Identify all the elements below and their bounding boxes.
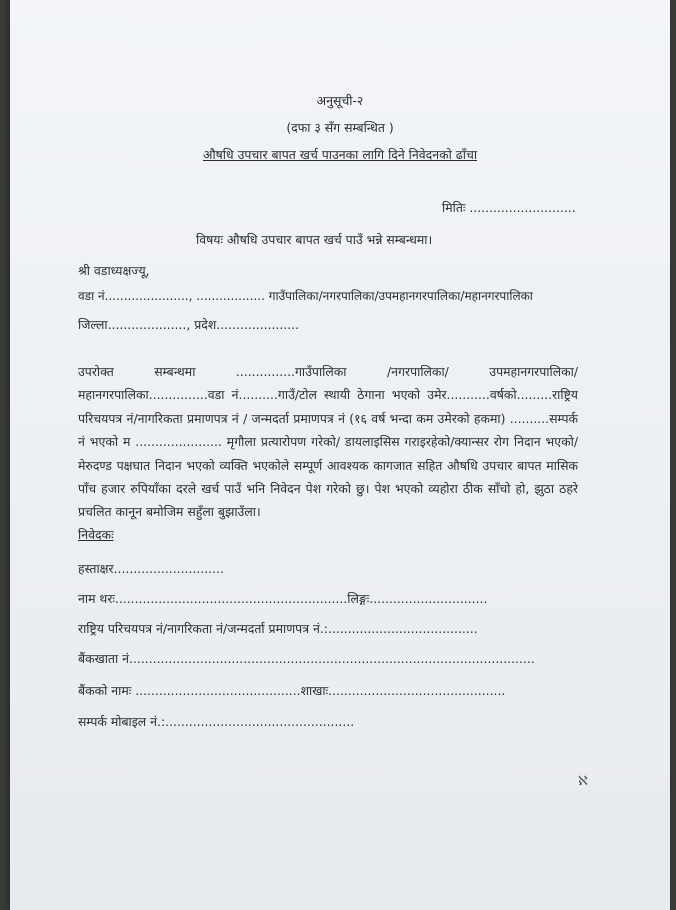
schedule-label: अनुसूची-२ bbox=[316, 93, 364, 108]
bank-name-branch-field: बैंकको नामः ..........................................शाखाः............................................. bbox=[78, 683, 506, 698]
section-reference: (दफा ३ सँग सम्बन्धित ) bbox=[286, 120, 394, 135]
district-line: जिल्ला...................., प्रदेश..................... bbox=[78, 317, 300, 332]
bank-account-field: बैंकखाता नं....................................................................................................... bbox=[78, 651, 535, 666]
signature-field: हस्ताक्षर............................ bbox=[78, 561, 224, 576]
applicant-heading: निवेदकः bbox=[78, 527, 114, 542]
id-number-field: राष्ट्रिय परिचयपत्र नं/नागरिकता नं/जन्मदर्ता प्रमाणपत्र नं.:...................................... bbox=[78, 621, 478, 636]
addressee-salutation: श्री वडाध्यक्षज्यू, bbox=[78, 263, 150, 278]
subject-line: विषयः औषधि उपचार बापत खर्च पाउँ भन्ने सम्बन्धमा। bbox=[196, 232, 433, 247]
form-title: औषधि उपचार बापत खर्च पाउनका लागि दिने निवेदनको ढाँचा bbox=[202, 147, 478, 162]
stray-pen-mark: ℵ bbox=[578, 774, 588, 789]
form-page bbox=[10, 0, 670, 910]
mobile-field: सम्पर्क मोबाइल नं.:................................................ bbox=[78, 714, 355, 729]
ward-line: वडा नं......................, .................. गाउँपालिका/नगरपालिका/उपमहानगरपालिका/महानगरपालिका bbox=[78, 289, 533, 303]
name-gender-field: नाम थरः...........................................................लिङ्गः.............................. bbox=[78, 591, 488, 606]
body-paragraph: उपरोक्त सम्बन्धमा ...............गाउँपालिका /नगरपालिका/ उपमहानगरपालिका/महानगरपालिका...............वडा नं..........गाउँ/टोल स्थायी ठेगाना भएको उमेर...........वर्षको.........राष्ट्रिय परिचयपत्र नं/नागरिकता प्रमाणपत्र नं / जन्मदर्ता प्रमाणपत्र नं (१६ वर्ष भन्दा कम उमेरको हकमा) ..........सम्पर्क नं भएको म ...................... मृगौला प्रत्यारोपण गरेको/ डायलाइसिस गराइरहेको/क्यान्सर रोग निदान भएको/ मेरुदण्ड पक्षघात निदान भएको व्यक्ति भएकोले सम्पूर्ण आवश्यक कागजात सहित औषधि उपचार बापत मासिक पाँच हजार रुपियाँका दरले खर्च पाउँ भनि निवेदन पेश गरेको छु। पेश भएको व्यहोरा ठीक साँचो हो, झुठा ठहरे प्रचलित कानून बमोजिम सहुँला बुझाउँला। bbox=[78, 364, 578, 520]
date-field: मितिः ........................... bbox=[442, 200, 576, 215]
